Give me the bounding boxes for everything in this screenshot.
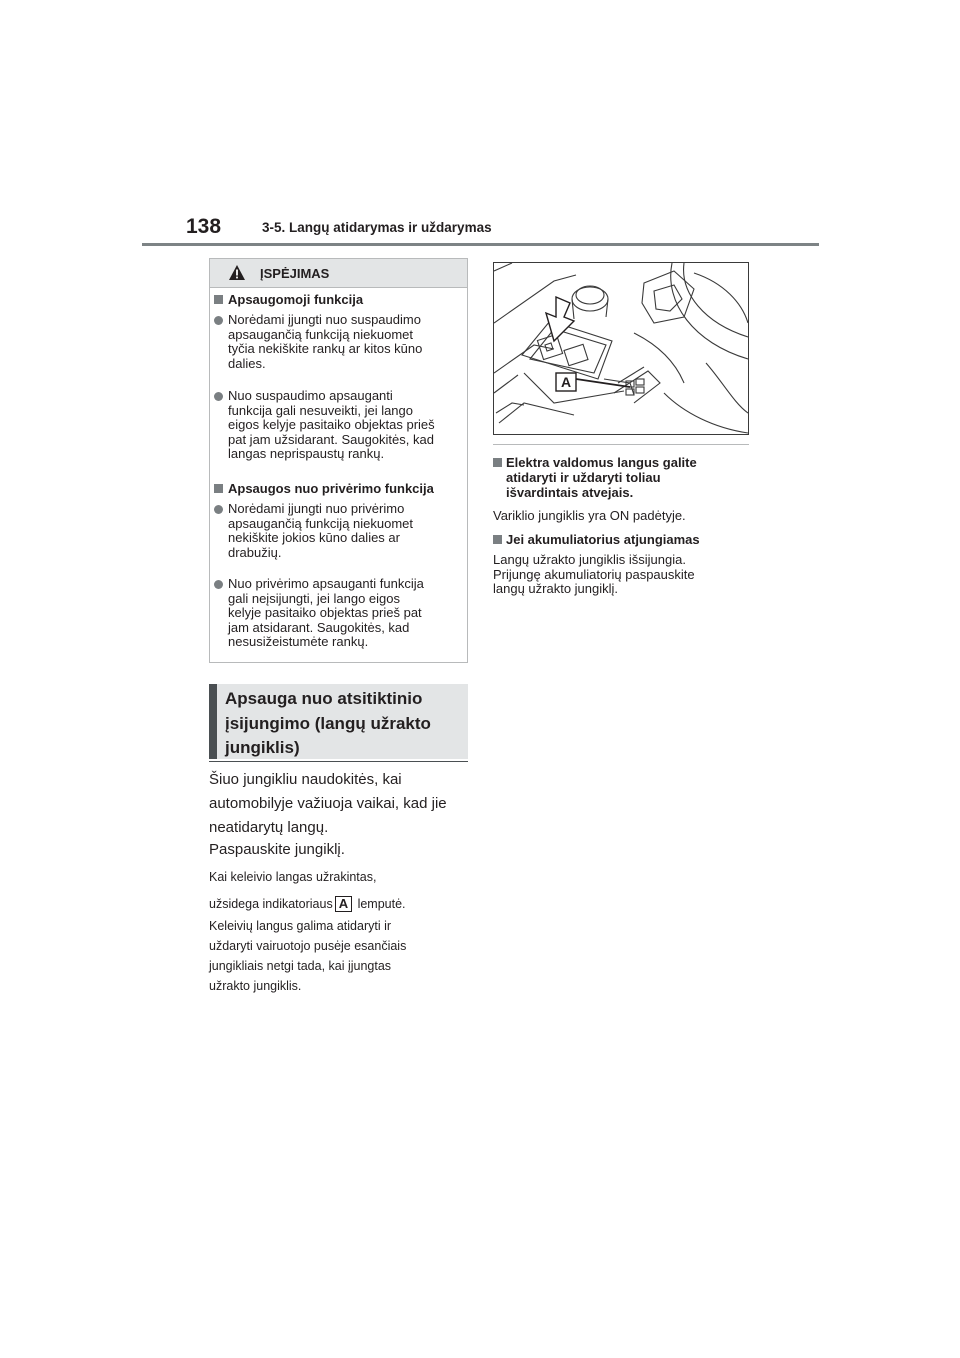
chapter-title: 3-5. Langų atidarymas ir uždarymas (262, 220, 492, 235)
warning-heading: Apsaugomoji funkcija (228, 292, 364, 307)
warning-bullet: Norėdami įjungti nuo suspaudimo apsaugančią funkciją niekuomet tyčia nekiškite rankų ar kitos kūno dalies. (228, 312, 423, 371)
section-accent-bar (209, 684, 217, 759)
warning-bullet: Nuo privėrimo apsauganti funkcija gali neįsijungti, jei lango eigos kelyje pasitaiko objektas prieš pat jam atsidarant. Saugokitės, kad nesusižeistumėte rankų. (228, 576, 424, 649)
switch-panel-drawing (494, 263, 748, 434)
page-number: 138 (186, 215, 222, 238)
round-bullet-icon (214, 392, 223, 401)
warning-heading: Apsaugos nuo privėrimo funkcija (228, 481, 434, 496)
right-heading: Elektra valdomus langus galite atidaryti ir uždaryti toliau išvardintais atvejais. (506, 455, 697, 500)
right-text: Variklio jungiklis yra ON padėtyje. (493, 508, 686, 523)
section-rule (209, 761, 468, 762)
illustration-rule (493, 444, 749, 445)
header-rule (142, 243, 819, 246)
warning-triangle-icon (228, 264, 246, 281)
square-bullet-icon (493, 458, 502, 467)
warning-title: ĮSPĖJIMAS (260, 266, 330, 281)
warning-bullet: Norėdami įjungti nuo privėrimo apsaugančią funkciją niekuomet nekiškite jokios kūno dalies ar drabužių. (228, 501, 414, 560)
round-bullet-icon (214, 580, 223, 589)
section-title: Apsauga nuo atsitiktinio įsijungimo (langų užrakto jungiklis) (225, 689, 431, 757)
warning-header (210, 259, 467, 288)
marker-a-callout (556, 373, 576, 391)
intro-paragraph: Šiuo jungikliu naudokitės, kai automobilyje važiuoja vaikai, kad jie neatidarytų langų. (209, 771, 447, 836)
right-heading: Jei akumuliatorius atjungiamas (506, 532, 700, 547)
right-text: Langų užrakto jungiklis išsijungia. Prijungę akumuliatorių paspauskite langų užrakto jungiklį. (493, 552, 695, 596)
warning-bullet: Nuo suspaudimo apsauganti funkcija gali nesuveikti, jei lango eigos kelyje pasitaiko objektas prieš pat jam užsidarant. Saugokitės, kad langas neprispaustų rankų. (228, 388, 435, 461)
round-bullet-icon (214, 316, 223, 325)
marker-a-label: A (335, 896, 352, 912)
note-paragraph: Kai keleivio langas užrakintas, užsidega indikatoriaus A lemputė. (209, 870, 406, 911)
note2-paragraph: Keleivių langus galima atidaryti ir uždaryti vairuotojo pusėje esančiais jungikliais netgi tada, kai įjungtas užrakto jungiklis. (209, 919, 407, 993)
square-bullet-icon (493, 535, 502, 544)
round-bullet-icon (214, 505, 223, 514)
square-bullet-icon (214, 295, 223, 304)
window-lock-switch-illustration (493, 262, 749, 435)
section-heading-box (209, 684, 468, 759)
svg-text:A: A (560, 374, 572, 390)
instruction-text: Paspauskite jungiklį. (209, 841, 345, 858)
square-bullet-icon (214, 484, 223, 493)
